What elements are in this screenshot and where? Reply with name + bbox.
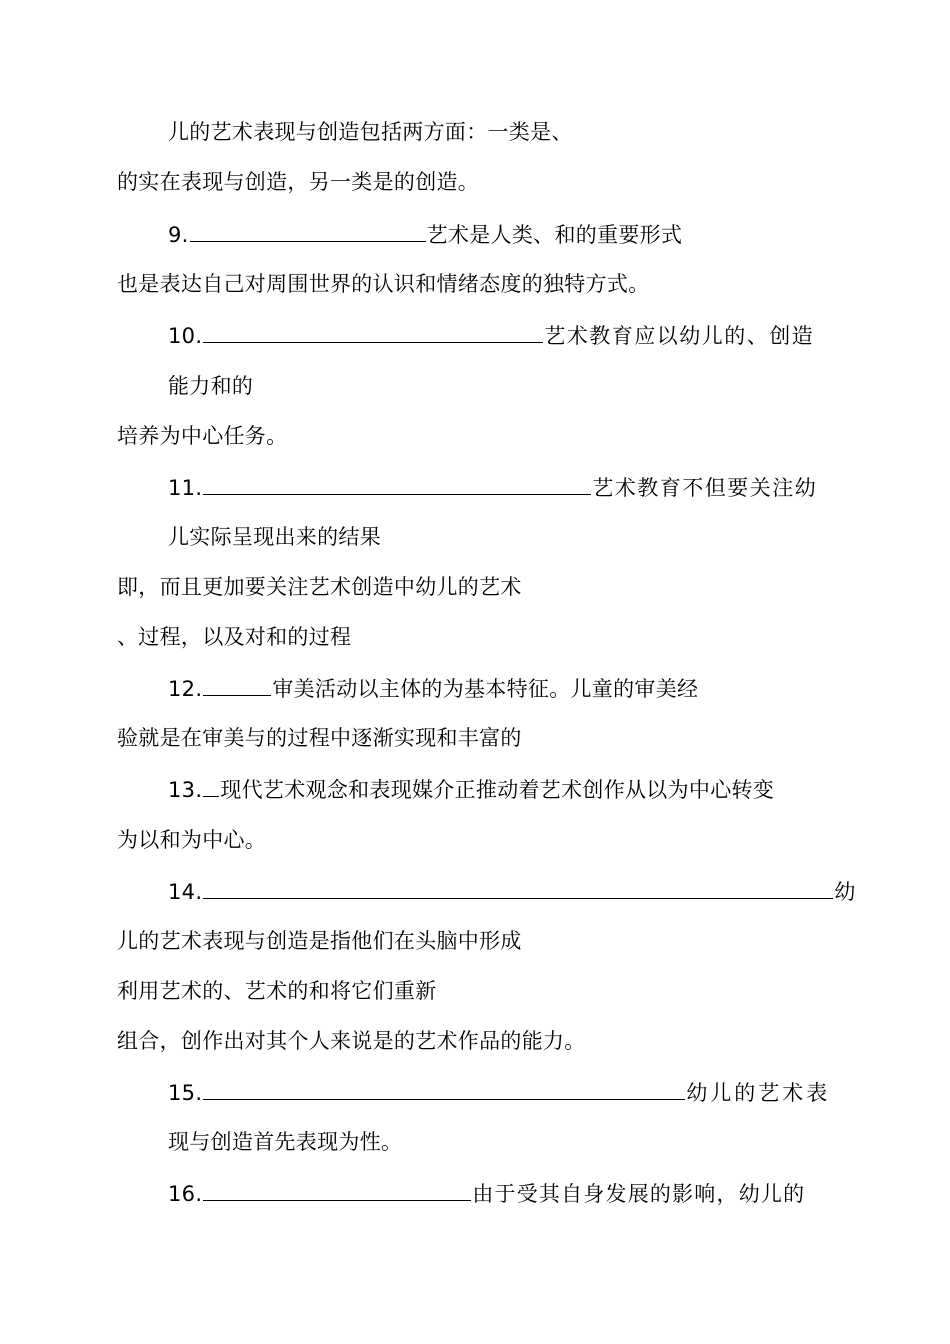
line-text: 为以和为中心。	[117, 828, 267, 852]
line-text: 、过程，以及对和的过程	[117, 625, 352, 649]
question-number: 13.	[168, 778, 203, 802]
line-text: 审美活动以主体的为基本特征。儿童的审美经	[272, 677, 699, 701]
text-line	[117, 622, 351, 652]
line-text: 利用艺术的、艺术的和将它们重新	[117, 979, 437, 1003]
line-text: 艺术是人类、和的重要形式	[426, 223, 683, 247]
question-number: 11.	[168, 476, 203, 500]
question-number: 16.	[168, 1182, 203, 1206]
fill-blank[interactable]	[203, 320, 543, 343]
question-14	[168, 876, 856, 907]
question-number: 10.	[168, 324, 203, 348]
question-number: 12.	[168, 677, 203, 701]
line-text: 现与创造首先表现为性。	[168, 1130, 403, 1154]
text-line	[117, 926, 522, 956]
line-text: 儿的艺术表现与创造是指他们在头脑中形成	[117, 929, 522, 953]
line-text: 幼儿的艺术表	[686, 1081, 831, 1105]
text-line	[117, 269, 650, 299]
question-number: 9.	[168, 223, 189, 247]
line-text: 由于受其自身发展的影响，幼儿的	[472, 1182, 806, 1206]
text-line	[117, 421, 287, 451]
text-line	[117, 1026, 586, 1056]
fill-blank[interactable]	[203, 472, 591, 495]
text-line	[117, 723, 522, 753]
text-line	[117, 572, 522, 602]
question-12	[168, 673, 698, 704]
fill-blank[interactable]	[203, 1077, 685, 1100]
question-number: 14.	[168, 880, 203, 904]
question-13	[168, 774, 774, 805]
fill-blank[interactable]	[203, 1178, 471, 1201]
line-text: 艺术教育不但要关注幼	[592, 476, 818, 500]
line-text: 儿的艺术表现与创造包括两方面：一类是、	[168, 120, 573, 144]
fill-blank[interactable]	[190, 219, 426, 242]
text-line	[117, 825, 266, 855]
fill-blank[interactable]	[203, 774, 219, 797]
line-text: 儿实际呈现出来的结果	[168, 525, 381, 549]
text-line	[117, 976, 437, 1006]
fill-blank[interactable]	[203, 673, 271, 696]
line-text: 组合，创作出对其个人来说是的艺术作品的能力。	[117, 1029, 586, 1053]
line-text: 验就是在审美与的过程中逐渐实现和丰富的	[117, 726, 522, 750]
fill-blank[interactable]	[203, 876, 833, 899]
question-15	[168, 1077, 830, 1108]
line-text: 培养为中心任务。	[117, 424, 288, 448]
question-9	[168, 219, 682, 250]
text-line	[117, 167, 479, 197]
question-16	[168, 1178, 805, 1209]
text-line	[168, 522, 381, 552]
line-text: 的实在表现与创造，另一类是的创造。	[117, 170, 480, 194]
text-line	[168, 371, 253, 401]
line-text: 即，而且更加要关注艺术创造中幼儿的艺术	[117, 575, 522, 599]
line-text: 艺术教育应以幼儿的、创造	[544, 324, 815, 348]
line-text: 能力和的	[168, 374, 254, 398]
text-line	[168, 117, 573, 147]
line-text: 现代艺术观念和表现媒介正推动着艺术创作从以为中心转变	[220, 778, 775, 802]
line-text: 幼	[834, 880, 856, 904]
text-line	[168, 1127, 402, 1157]
question-10	[168, 320, 814, 351]
question-number: 15.	[168, 1081, 203, 1105]
question-11	[168, 472, 817, 503]
line-text: 也是表达自己对周围世界的认识和情绪态度的独特方式。	[117, 272, 650, 296]
